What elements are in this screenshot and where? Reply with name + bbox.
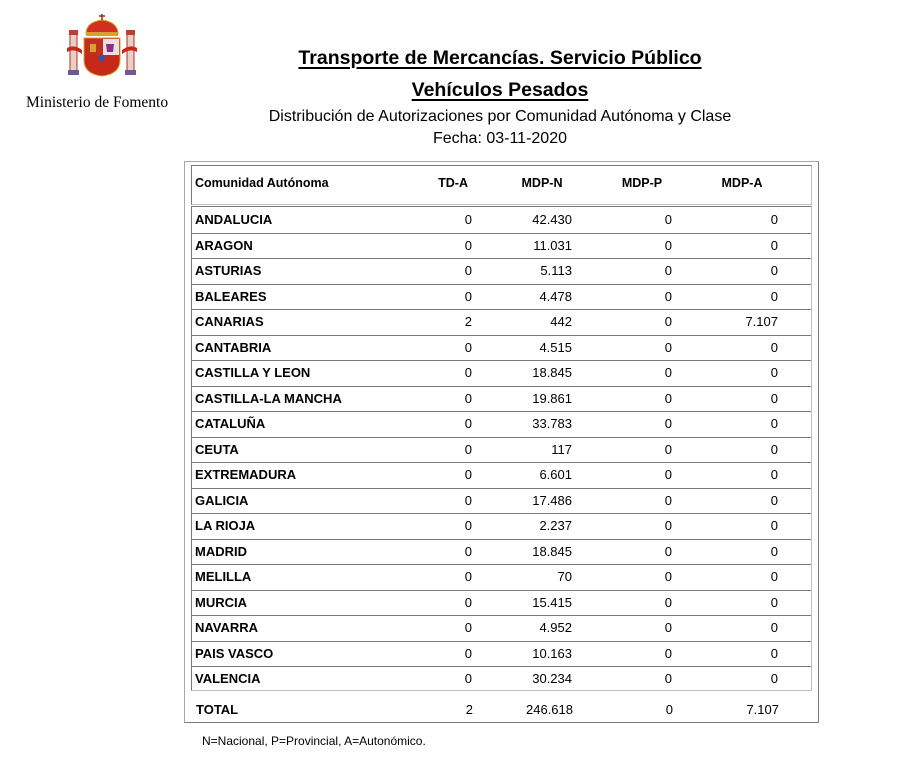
value-mdpn: 42.430 [532,212,572,227]
value-tda: 0 [464,467,472,482]
value-mdpp: 0 [664,212,672,227]
value-mdpp: 0 [664,390,672,406]
value-mdpn: 19.861 [532,390,572,406]
table-row [192,233,811,260]
value-mdpn: 30.234 [532,671,572,686]
value-mdpp: 0 [664,441,672,457]
value-mdpp: 0 [664,263,672,278]
region-name: NAVARRA [195,620,259,635]
region-name: CATALUÑA [195,416,266,431]
table-header [191,165,812,205]
table-body [191,206,812,691]
region-name: ANDALUCIA [195,212,273,227]
value-mdpp: 0 [664,569,672,584]
value-tda: 0 [464,569,472,584]
value-tda: 0 [464,620,472,635]
total-mdpp: 0 [665,702,673,717]
total-tda: 2 [465,702,473,717]
value-mdpn: 2.237 [539,518,572,533]
value-mdpa: 0 [770,645,778,661]
coat-of-arms-icon [66,14,138,80]
value-mdpa: 0 [770,671,778,686]
table-row [192,411,811,438]
ministry-name: Ministerio de Fomento [26,94,169,111]
value-mdpa: 0 [770,263,778,278]
value-mdpa: 0 [770,620,778,635]
value-tda: 0 [464,645,472,661]
value-mdpa: 0 [770,339,778,355]
region-name: BALEARES [195,288,267,304]
table-row [192,666,811,692]
region-name: MELILLA [195,569,252,584]
value-mdpp: 0 [664,314,672,329]
value-tda: 0 [464,263,472,278]
table-row [192,437,811,464]
value-mdpn: 6.601 [539,467,572,482]
column-header-comunidad: Comunidad Autónoma [195,176,329,190]
table-row [192,564,811,591]
value-mdpa: 0 [770,492,778,508]
region-name: CEUTA [195,441,239,457]
table-row [192,539,811,566]
value-tda: 0 [464,365,472,380]
title-block [250,44,750,150]
value-tda: 0 [464,543,472,559]
value-tda: 0 [464,237,472,253]
value-mdpp: 0 [664,416,672,431]
table-row [192,615,811,642]
table-row [192,590,811,617]
value-mdpp: 0 [664,518,672,533]
value-tda: 0 [464,441,472,457]
value-tda: 2 [464,314,472,329]
table-row [192,309,811,336]
value-mdpn: 4.515 [539,339,572,355]
value-tda: 0 [464,212,472,227]
table-row [192,258,811,285]
region-name: GALICIA [195,492,249,508]
value-mdpp: 0 [664,339,672,355]
total-mdpa: 7.107 [746,702,779,717]
value-mdpp: 0 [664,671,672,686]
region-name: MURCIA [195,594,247,610]
region-name: ARAGON [195,237,253,253]
value-mdpa: 7.107 [745,314,778,329]
value-mdpa: 0 [770,441,778,457]
value-mdpn: 18.845 [532,543,572,559]
value-mdpa: 0 [770,237,778,253]
value-mdpn: 10.163 [532,645,572,661]
region-name: CASTILLA-LA MANCHA [195,390,342,406]
value-mdpa: 0 [770,390,778,406]
region-name: PAIS VASCO [195,645,274,661]
value-mdpp: 0 [664,620,672,635]
column-header-tda: TD-A [438,176,468,190]
value-mdpp: 0 [664,543,672,559]
value-mdpa: 0 [770,518,778,533]
value-mdpp: 0 [664,645,672,661]
value-mdpp: 0 [664,467,672,482]
report-date: Fecha: 03-11-2020 [432,130,567,147]
value-tda: 0 [464,518,472,533]
value-mdpn: 4.952 [539,620,572,635]
region-name: ASTURIAS [195,263,262,278]
value-mdpn: 11.031 [533,237,572,253]
table-row [192,360,811,387]
value-tda: 0 [464,416,472,431]
table-row [192,386,811,413]
region-name: EXTREMADURA [195,467,297,482]
table-row [192,462,811,489]
table-row [192,641,811,668]
value-mdpa: 0 [770,365,778,380]
value-tda: 0 [464,339,472,355]
value-mdpn: 70 [557,569,572,584]
value-mdpp: 0 [664,594,672,610]
table-row [192,284,811,311]
total-mdpn: 246.618 [526,702,573,717]
table-row [192,335,811,362]
value-mdpp: 0 [664,288,672,304]
region-name: MADRID [195,543,247,559]
page-subtitle: Vehículos Pesados [411,79,589,101]
total-label: TOTAL [196,702,239,717]
value-mdpn: 33.783 [532,416,572,431]
region-name: CANARIAS [195,314,264,329]
value-mdpn: 18.845 [532,365,572,380]
value-mdpa: 0 [770,416,778,431]
value-mdpn: 117 [551,441,572,457]
value-mdpp: 0 [664,492,672,508]
value-mdpa: 0 [770,467,778,482]
total-row [193,697,812,722]
footnote: N=Nacional, P=Provincial, A=Autonómico. [202,734,426,748]
value-mdpa: 0 [770,594,778,610]
value-tda: 0 [464,492,472,508]
table-row [192,488,811,515]
value-tda: 0 [464,390,472,406]
region-name: VALENCIA [195,671,261,686]
column-header-mdpn: MDP-N [521,176,563,190]
value-mdpa: 0 [770,569,778,584]
value-tda: 0 [464,594,472,610]
value-mdpn: 5.113 [540,263,572,278]
value-mdpn: 442 [550,314,572,329]
region-name: LA RIOJA [195,518,256,533]
value-mdpa: 0 [770,288,778,304]
table-description: Distribución de Autorizaciones por Comunidad Autónoma y Clase [268,108,732,125]
table-row [192,207,811,234]
data-table [184,161,819,723]
column-header-mdpp: MDP-P [621,176,663,190]
value-tda: 0 [464,288,472,304]
value-mdpn: 15.415 [532,594,572,610]
value-tda: 0 [464,671,472,686]
column-header-mdpa: MDP-A [721,176,763,190]
table-row [192,513,811,540]
value-mdpn: 4.478 [539,288,572,304]
value-mdpp: 0 [664,237,672,253]
region-name: CASTILLA Y LEON [195,365,311,380]
region-name: CANTABRIA [195,339,272,355]
value-mdpa: 0 [770,543,778,559]
value-mdpn: 17.486 [532,492,572,508]
page-title: Transporte de Mercancías. Servicio Público [298,47,702,69]
value-mdpp: 0 [664,365,672,380]
value-mdpa: 0 [770,212,778,227]
